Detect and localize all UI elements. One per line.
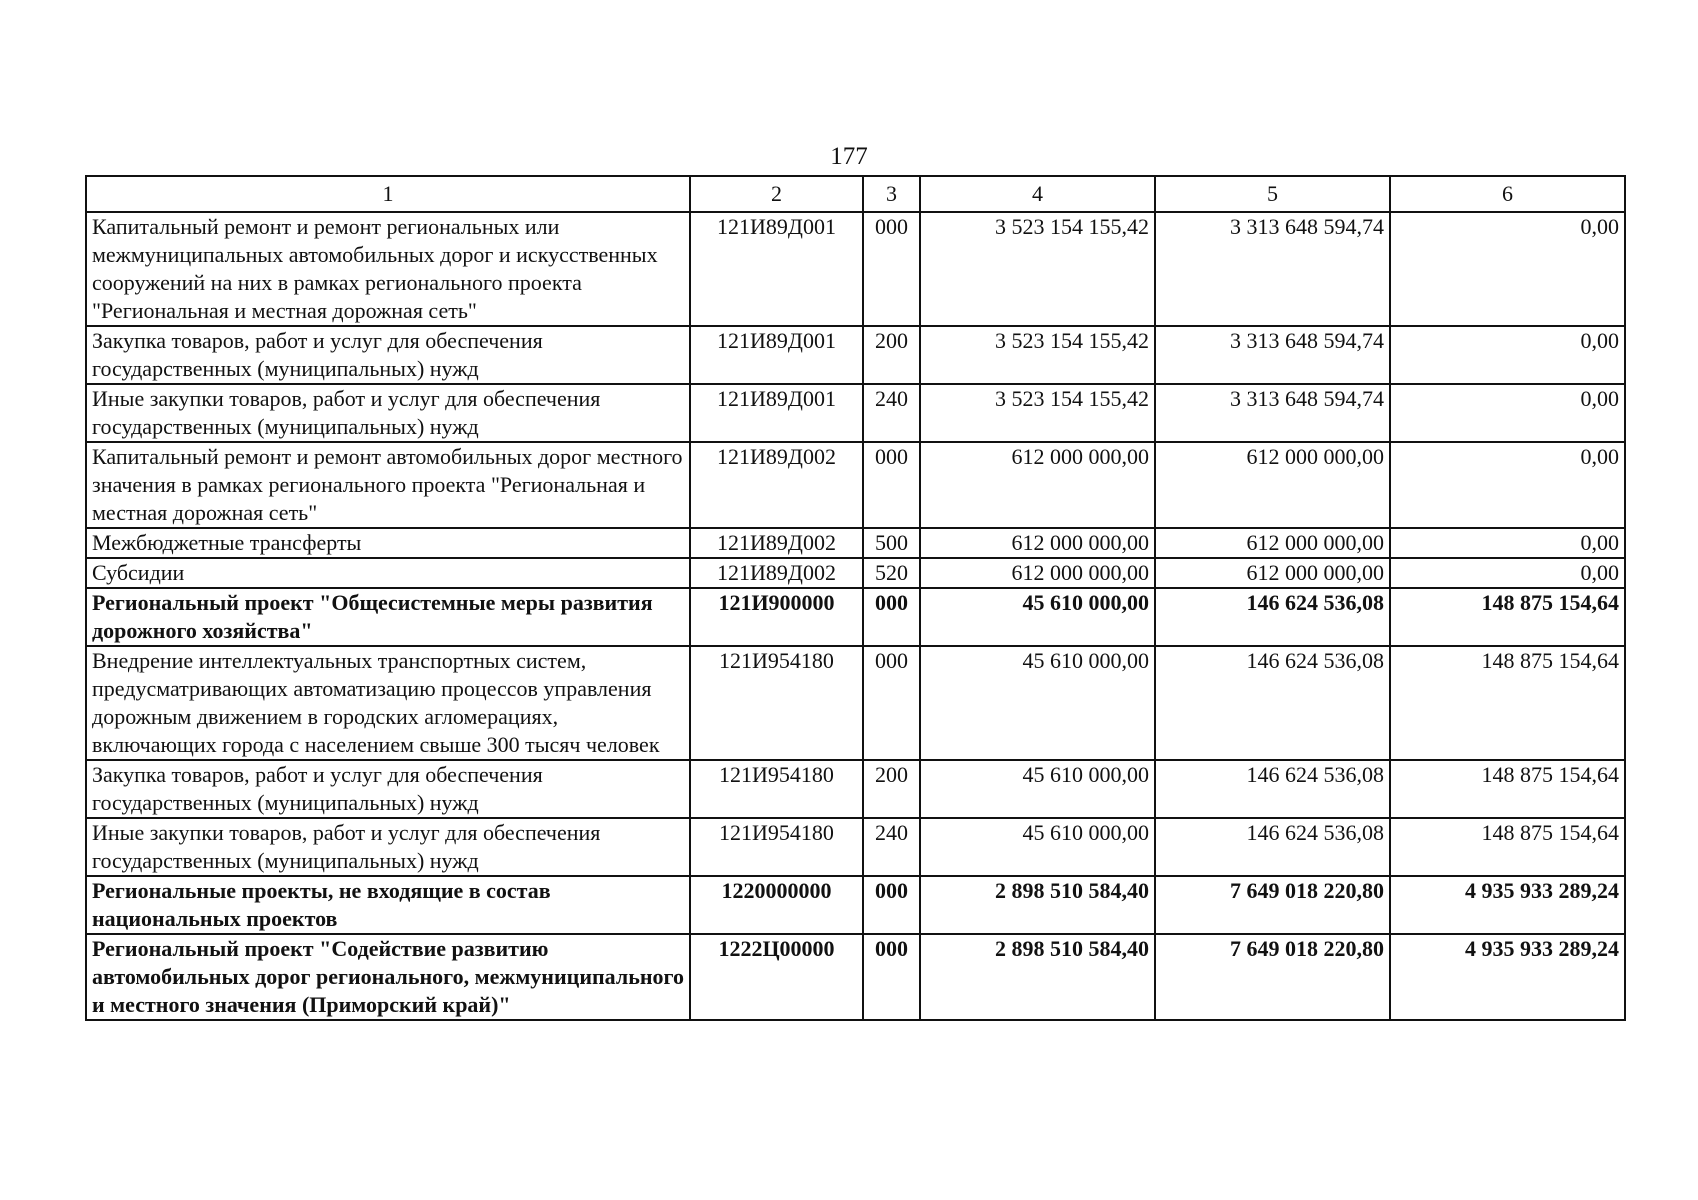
target-code-cell: 121И900000: [690, 588, 863, 646]
table-body: [86, 212, 1625, 1020]
expense-type-cell: 520: [863, 558, 920, 588]
table-row: [86, 212, 1625, 326]
expense-type-cell: 000: [863, 876, 920, 934]
amount-col5-cell: 7 649 018 220,80: [1155, 876, 1390, 934]
table-row: [86, 818, 1625, 876]
amount-col5-cell: 146 624 536,08: [1155, 818, 1390, 876]
expense-type-cell: 240: [863, 384, 920, 442]
item-name-cell: Иные закупки товаров, работ и услуг для обеспечения государственных (муниципальных) нужд: [86, 818, 690, 876]
table-row: [86, 934, 1625, 1020]
expense-type-cell: 000: [863, 588, 920, 646]
amount-col4-cell: 2 898 510 584,40: [920, 934, 1155, 1020]
amount-col4-cell: 45 610 000,00: [920, 818, 1155, 876]
table-row: [86, 646, 1625, 760]
table-row: [86, 588, 1625, 646]
item-name-cell: Закупка товаров, работ и услуг для обеспечения государственных (муниципальных) нужд: [86, 326, 690, 384]
amount-col6-cell: 0,00: [1390, 558, 1625, 588]
expense-type-cell: 500: [863, 528, 920, 558]
target-code-cell: 121И89Д001: [690, 384, 863, 442]
item-name-cell: Капитальный ремонт и ремонт региональных или межмуниципальных автомобильных дорог и искусственных сооружений на них в рамках регионального проекта "Региональная и местная дорожная сеть": [86, 212, 690, 326]
table-row: [86, 876, 1625, 934]
target-code-cell: 121И954180: [690, 760, 863, 818]
item-name-cell: Региональный проект "Общесистемные меры развития дорожного хозяйства": [86, 588, 690, 646]
item-name-cell: Региональные проекты, не входящие в состав национальных проектов: [86, 876, 690, 934]
amount-col6-cell: 0,00: [1390, 442, 1625, 528]
item-name-cell: Субсидии: [86, 558, 690, 588]
page-number: 177: [830, 143, 868, 170]
target-code-cell: 1222Ц00000: [690, 934, 863, 1020]
target-code-cell: 121И954180: [690, 818, 863, 876]
item-name-cell: Межбюджетные трансферты: [86, 528, 690, 558]
column-header: 5: [1155, 176, 1390, 212]
amount-col5-cell: 612 000 000,00: [1155, 558, 1390, 588]
column-header: 3: [863, 176, 920, 212]
amount-col6-cell: 148 875 154,64: [1390, 588, 1625, 646]
item-name-cell: Региональный проект "Содействие развитию автомобильных дорог регионального, межмуниципального и местного значения (Приморский край)": [86, 934, 690, 1020]
amount-col4-cell: 612 000 000,00: [920, 528, 1155, 558]
amount-col6-cell: 0,00: [1390, 384, 1625, 442]
item-name-cell: Закупка товаров, работ и услуг для обеспечения государственных (муниципальных) нужд: [86, 760, 690, 818]
expense-type-cell: 000: [863, 212, 920, 326]
amount-col6-cell: 0,00: [1390, 528, 1625, 558]
target-code-cell: 1220000000: [690, 876, 863, 934]
amount-col6-cell: 148 875 154,64: [1390, 760, 1625, 818]
expense-type-cell: 000: [863, 934, 920, 1020]
amount-col4-cell: 2 898 510 584,40: [920, 876, 1155, 934]
amount-col6-cell: 4 935 933 289,24: [1390, 934, 1625, 1020]
amount-col6-cell: 0,00: [1390, 212, 1625, 326]
amount-col5-cell: 612 000 000,00: [1155, 442, 1390, 528]
target-code-cell: 121И89Д002: [690, 442, 863, 528]
amount-col5-cell: 3 313 648 594,74: [1155, 326, 1390, 384]
table-row: [86, 558, 1625, 588]
amount-col5-cell: 146 624 536,08: [1155, 760, 1390, 818]
column-header: 1: [86, 176, 690, 212]
expense-type-cell: 000: [863, 442, 920, 528]
amount-col5-cell: 3 313 648 594,74: [1155, 212, 1390, 326]
expense-type-cell: 000: [863, 646, 920, 760]
table-row: [86, 442, 1625, 528]
amount-col5-cell: 7 649 018 220,80: [1155, 934, 1390, 1020]
table-row: [86, 760, 1625, 818]
item-name-cell: Капитальный ремонт и ремонт автомобильных дорог местного значения в рамках регионального проекта "Региональная и местная дорожная сеть": [86, 442, 690, 528]
table-row: [86, 326, 1625, 384]
target-code-cell: 121И89Д002: [690, 558, 863, 588]
amount-col5-cell: 612 000 000,00: [1155, 528, 1390, 558]
expense-type-cell: 200: [863, 326, 920, 384]
amount-col4-cell: 612 000 000,00: [920, 558, 1155, 588]
table-row: [86, 384, 1625, 442]
amount-col5-cell: 3 313 648 594,74: [1155, 384, 1390, 442]
expense-type-cell: 200: [863, 760, 920, 818]
amount-col6-cell: 148 875 154,64: [1390, 646, 1625, 760]
column-number-row: [86, 176, 1625, 212]
amount-col4-cell: 45 610 000,00: [920, 588, 1155, 646]
budget-table: [85, 175, 1626, 1021]
target-code-cell: 121И89Д001: [690, 212, 863, 326]
amount-col4-cell: 3 523 154 155,42: [920, 212, 1155, 326]
table-row: [86, 528, 1625, 558]
amount-col4-cell: 3 523 154 155,42: [920, 326, 1155, 384]
amount-col6-cell: 0,00: [1390, 326, 1625, 384]
target-code-cell: 121И89Д002: [690, 528, 863, 558]
column-header: 6: [1390, 176, 1625, 212]
amount-col6-cell: 4 935 933 289,24: [1390, 876, 1625, 934]
amount-col4-cell: 45 610 000,00: [920, 646, 1155, 760]
amount-col5-cell: 146 624 536,08: [1155, 588, 1390, 646]
item-name-cell: Внедрение интеллектуальных транспортных систем, предусматривающих автоматизацию процессов управления дорожным движением в городских агломерациях, включающих города с населением свыше 300 тысяч человек: [86, 646, 690, 760]
amount-col4-cell: 45 610 000,00: [920, 760, 1155, 818]
amount-col6-cell: 148 875 154,64: [1390, 818, 1625, 876]
amount-col5-cell: 146 624 536,08: [1155, 646, 1390, 760]
expense-type-cell: 240: [863, 818, 920, 876]
amount-col4-cell: 612 000 000,00: [920, 442, 1155, 528]
column-header: 4: [920, 176, 1155, 212]
item-name-cell: Иные закупки товаров, работ и услуг для обеспечения государственных (муниципальных) нужд: [86, 384, 690, 442]
target-code-cell: 121И954180: [690, 646, 863, 760]
target-code-cell: 121И89Д001: [690, 326, 863, 384]
column-header: 2: [690, 176, 863, 212]
amount-col4-cell: 3 523 154 155,42: [920, 384, 1155, 442]
